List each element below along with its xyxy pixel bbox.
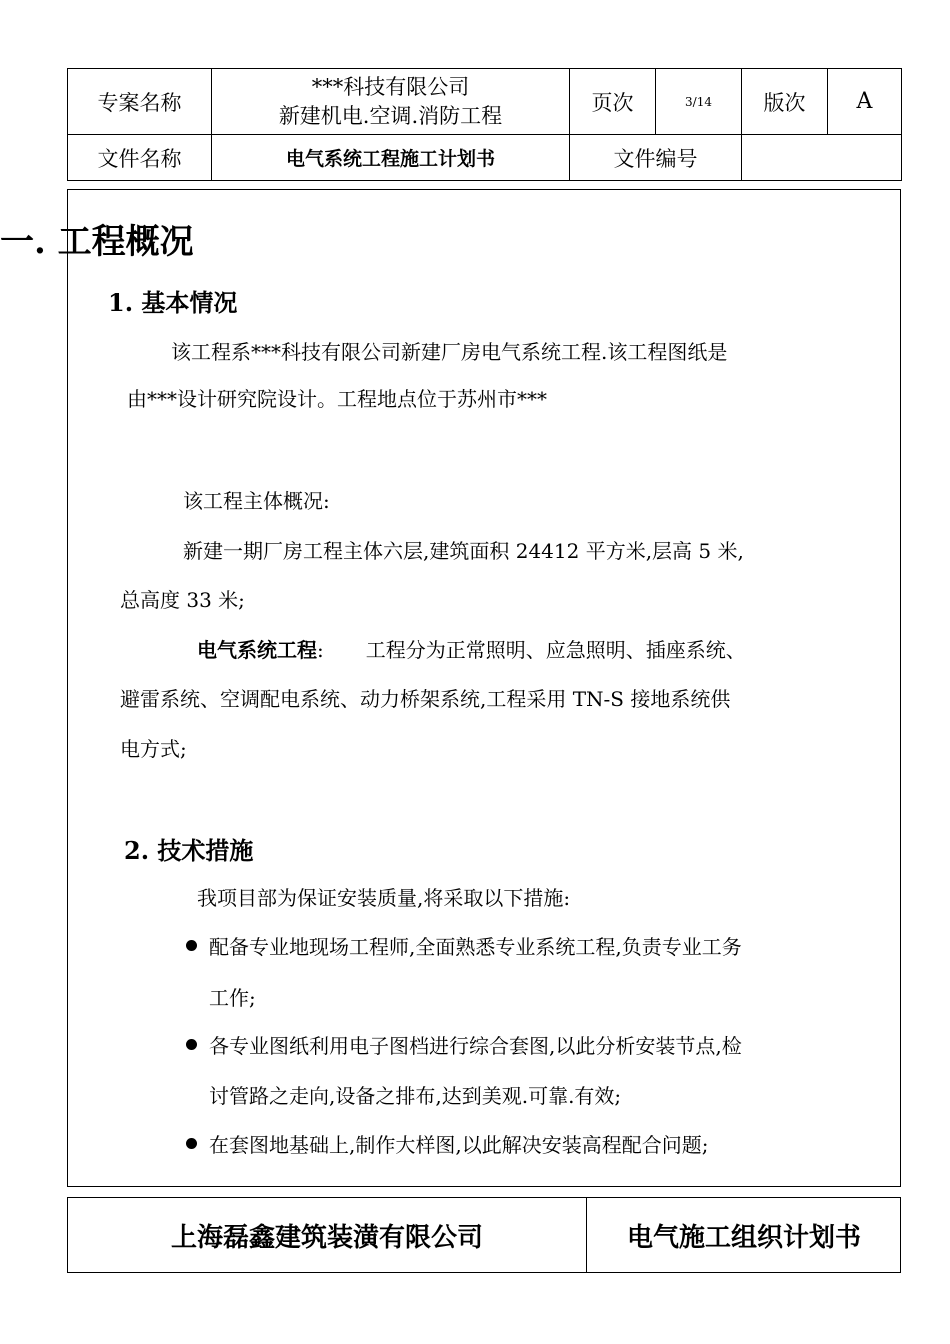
s1-paragraph4-line3: 电方式; [120, 737, 187, 761]
s2-intro: 我项目部为保证安装质量,将采取以下措施: [197, 886, 571, 910]
page-value: 3/14 [656, 69, 742, 135]
electrical-system-label: 电气系统工程 [197, 638, 317, 662]
file-label: 文件名称 [68, 135, 212, 181]
file-number-value [742, 135, 902, 181]
footer-document-title: 电气施工组织计划书 [626, 1222, 861, 1253]
bullet1-line1: 配备专业地现场工程师,全面熟悉专业系统工程,负责专业工务 [209, 935, 742, 959]
version-value: A [828, 69, 902, 135]
page-footer [67, 1197, 901, 1273]
section2-title: 2. 技术措施 [124, 836, 254, 865]
version-label: 版次 [742, 69, 828, 135]
s1-paragraph1-line2: 由***设计研究院设计。工程地点位于苏州市*** [127, 387, 547, 411]
section1-title: 1. 基本情况 [108, 288, 238, 317]
bullet1-line2: 工作; [209, 986, 256, 1010]
project-label: 专案名称 [68, 69, 212, 135]
heading-project-overview: 一. 工程概况 [0, 222, 194, 262]
footer-company: 上海磊鑫建筑装潢有限公司 [170, 1222, 483, 1253]
bullet3-line1: 在套图地基础上,制作大样图,以此解决安装高程配合问题; [209, 1133, 709, 1157]
bullet2-line2: 讨管路之走向,设备之排布,达到美观.可靠.有效; [209, 1084, 622, 1108]
s1-paragraph2: 该工程主体概况: [183, 489, 330, 513]
file-name: 电气系统工程施工计划书 [212, 135, 570, 181]
bullet2-line1: 各专业图纸利用电子图档进行综合套图,以此分析安装节点,检 [209, 1034, 742, 1058]
label-colon: : [317, 638, 324, 662]
s1-paragraph3-line2: 总高度 33 米; [120, 588, 245, 612]
file-number-label: 文件编号 [570, 135, 742, 181]
bullet-dot-1 [186, 940, 197, 951]
page-label: 页次 [570, 69, 656, 135]
s1-paragraph4-line2: 避雷系统、空调配电系统、动力桥架系统,工程采用 TN-S 接地系统供 [120, 687, 731, 711]
s1-paragraph3-line1: 新建一期厂房工程主体六层,建筑面积 24412 平方米,层高 5 米, [183, 539, 744, 563]
bullet-dot-2 [186, 1039, 197, 1050]
s1-paragraph1-line1: 该工程系***科技有限公司新建厂房电气系统工程.该工程图纸是 [171, 340, 728, 364]
project-name-line1: ***科技有限公司 [311, 74, 470, 99]
bullet-dot-3 [186, 1138, 197, 1149]
electrical-system-text: 工程分为正常照明、应急照明、插座系统、 [365, 638, 746, 662]
document-header-table [67, 68, 902, 181]
s1-paragraph4-line1 [197, 634, 746, 663]
project-name-line2: 新建机电.空调.消防工程 [278, 103, 503, 128]
project-name [212, 69, 570, 135]
